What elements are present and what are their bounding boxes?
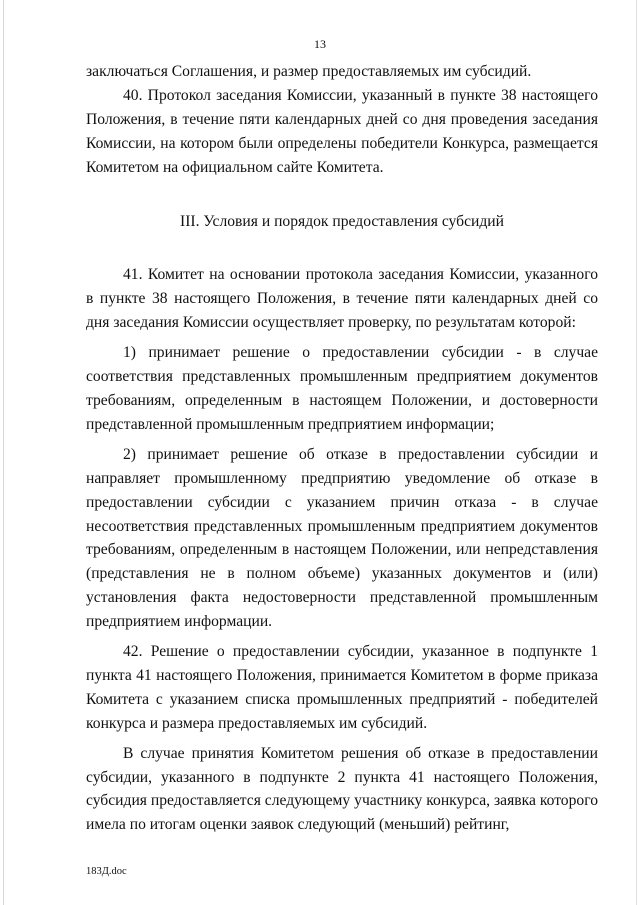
paragraph-41: 41. Комитет на основании протокола заседания Комиссии, указанного в пункте 38 настоящего Положения, в течение пяти календарных дней со дня заседания Комиссии осуществляет проверку, по результатам которой: (86, 266, 598, 332)
paragraph-41-item-1: 1) принимает решение о предоставлении субсидии - в случае соответствия представленных промышленным предприятием документов требованиям, определенным в настоящем Положении, и достоверности представленной промышленным предприятием информации; (86, 344, 598, 433)
document-body (86, 60, 598, 837)
page-number: 13 (314, 37, 326, 51)
paragraph-42: 42. Решение о предоставлении субсидии, указанное в подпункте 1 пункта 41 настоящего Положения, принимается Комитетом в форме приказа Комитета с указанием списка промышленных предприятий - победителей конкурса и размера предоставляемых им субсидий. (86, 643, 598, 732)
document-filename: 183Д.doc (86, 866, 127, 877)
paragraph-42-refusal: В случае принятия Комитетом решения об отказе в предоставлении субсидии, указанного в подпункте 2 пункта 41 настоящего Положения, субсидия предоставляется следующему участнику конкурса, заявка которого имела по итогам оценки заявок следующий (меньший) рейтинг, (86, 744, 598, 834)
section-heading: III. Условия и порядок предоставления субсидий (180, 212, 504, 230)
paragraph-41-item-2: 2) принимает решение об отказе в предоставлении субсидии и направляет промышленному предприятию уведомление об отказе в предоставлении субсидии с указанием причин отказа - в случае несоответствия представленных промышленным предприятием документов требованиям, определенным в настоящем Положении, или непредставления (представления не в полном объеме) указанных документов и (или) установления факта недостоверности представленной промышленным предприятием информации. (86, 445, 598, 631)
paragraph-40: 40. Протокол заседания Комиссии, указанный в пункте 38 настоящего Положения, в течение пяти календарных дней со дня проведения заседания Комиссии, на котором были определены победители Конкурса, размещается Комитетом на официальном сайте Комитета. (86, 86, 598, 176)
scan-edge-left (3, 0, 4, 905)
scan-edge-right (636, 0, 637, 905)
paragraph-continuation: заключаться Соглашения, и размер предоставляемых им субсидий. (86, 63, 532, 80)
